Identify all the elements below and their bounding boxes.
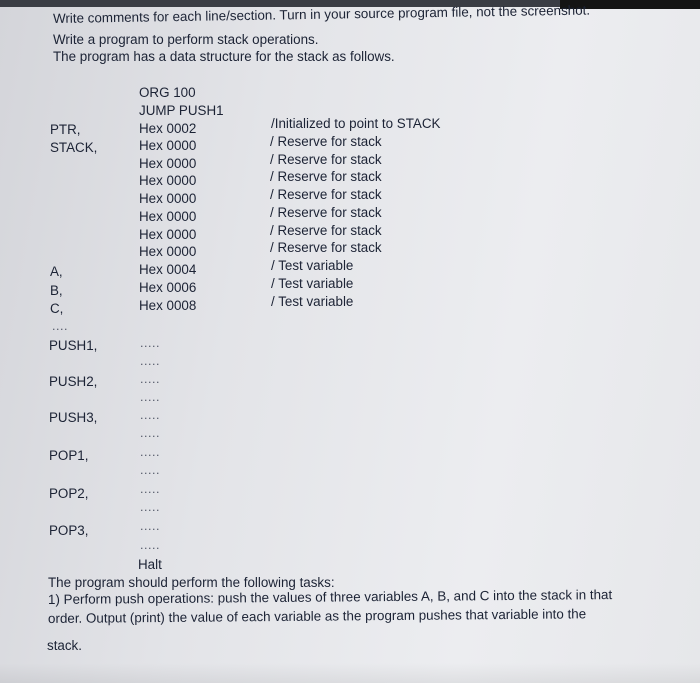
code-a: Hex 0004 [139,262,197,277]
code-stack-5: Hex 0000 [139,209,197,224]
instruction-line-3: The program has a data structure for the stack as follows. [53,49,395,64]
label-stack: STACK, [50,140,98,155]
label-a: A, [50,264,63,279]
comment-stack-4: / Reserve for stack [270,187,382,202]
placeholder-dots: ..... [140,483,160,496]
label-ellipsis: .... [52,320,68,333]
code-halt: Halt [138,557,162,572]
placeholder-dots: ..... [140,391,160,404]
placeholder-dots: ..... [140,355,160,368]
photo-vignette [0,663,700,683]
code-jump: JUMP PUSH1 [139,103,224,118]
label-pop3: POP3, [49,523,89,538]
task-1-line-1: 1) Perform push operations: push the values of three variables A, B, and C into the stack in that [47,587,613,607]
task-1-line-3: stack. [47,638,82,653]
code-org: ORG 100 [139,85,196,100]
code-b: Hex 0006 [139,280,197,295]
tasks-heading: The program should perform the following tasks: [48,575,335,590]
label-push3: PUSH3, [49,410,98,425]
placeholder-dots: ..... [140,427,160,440]
placeholder-dots: ..... [140,337,160,350]
placeholder-dots: ..... [140,464,160,477]
label-c: C, [50,301,64,316]
code-stack-6: Hex 0000 [139,227,197,242]
task-1-line-2: order. Output (print) the value of each variable as the program pushes that variable into the [47,606,587,626]
instruction-line-2: Write a program to perform stack operations. [53,32,319,47]
comment-stack-5: / Reserve for stack [270,205,382,220]
comment-a: / Test variable [271,258,354,273]
label-b: B, [50,283,63,298]
label-pop1: POP1, [49,448,89,463]
label-push1: PUSH1, [49,338,98,353]
comment-stack-3: / Reserve for stack [270,169,382,184]
label-ptr: PTR, [50,122,81,137]
comment-stack-7: / Reserve for stack [270,240,382,255]
instruction-line-1: Write comments for each line/section. Turn in your source program file, not the screenshot. [52,2,591,26]
code-stack-4: Hex 0000 [139,191,197,206]
code-stack-1: Hex 0000 [139,138,197,153]
code-c: Hex 0008 [139,298,197,313]
comment-c: / Test variable [271,294,354,309]
placeholder-dots: ..... [140,409,160,422]
label-pop2: POP2, [49,486,89,501]
placeholder-dots: ..... [140,501,160,514]
placeholder-dots: ..... [140,373,160,386]
placeholder-dots: ..... [140,520,160,533]
code-stack-2: Hex 0000 [139,156,197,171]
label-push2: PUSH2, [49,374,98,389]
comment-stack-2: / Reserve for stack [270,152,382,167]
placeholder-dots: ..... [140,446,160,459]
code-ptr: Hex 0002 [139,121,197,136]
comment-ptr: /Initialized to point to STACK [271,116,441,131]
placeholder-dots: ..... [140,539,160,552]
code-stack-7: Hex 0000 [139,244,197,259]
comment-stack-1: / Reserve for stack [270,134,382,149]
comment-stack-6: / Reserve for stack [270,223,382,238]
comment-b: / Test variable [271,276,354,291]
code-stack-3: Hex 0000 [139,173,197,188]
